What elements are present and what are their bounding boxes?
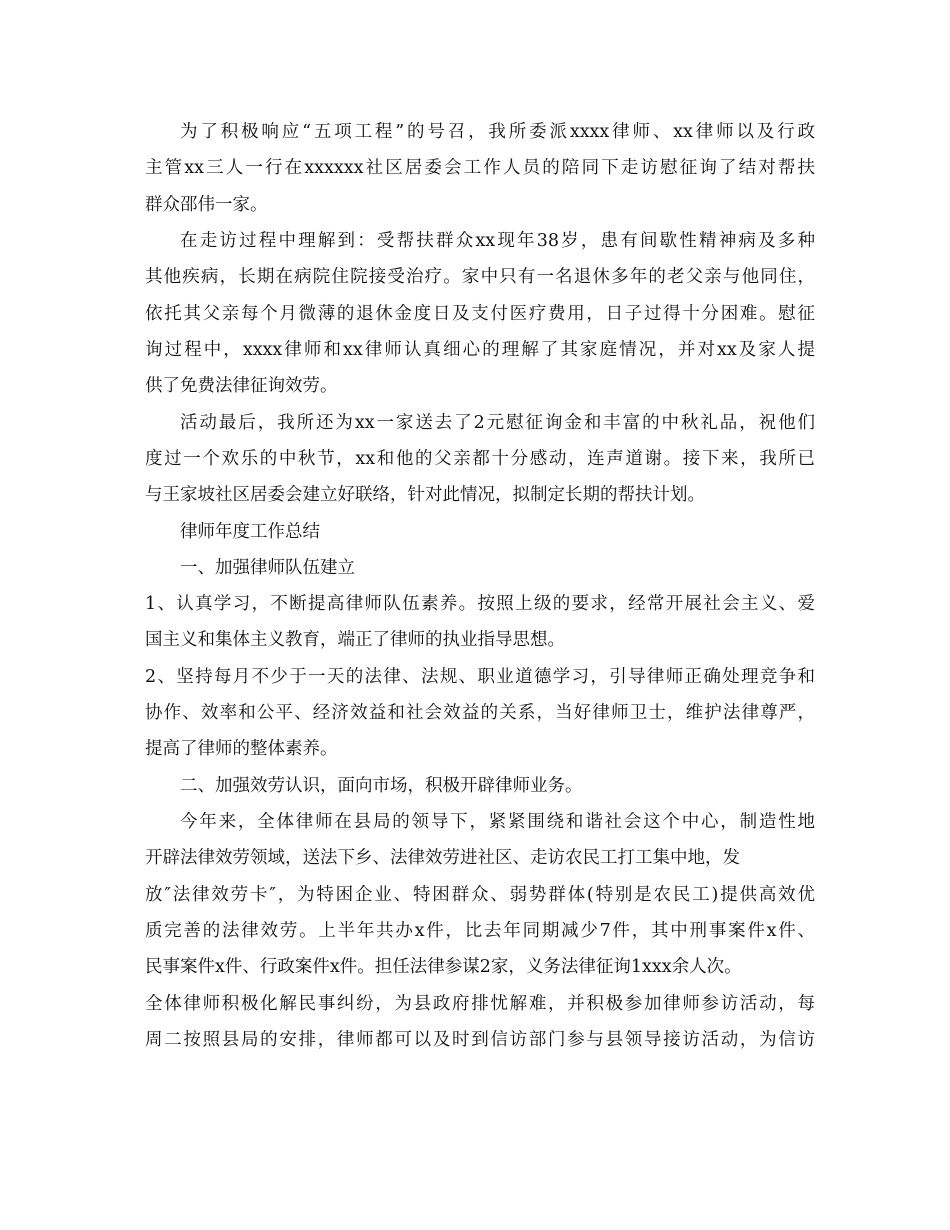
- paragraph-line: 质完善的法律效劳。上半年共办x件，比去年同期减少7件，其中刑事案件x件、: [145, 921, 815, 941]
- paragraph-line: 活动最后，我所还为xx一家送去了2元慰征询金和丰富的中秋礼品，祝他们: [180, 413, 815, 433]
- paragraph-line: 今年来，全体律师在县局的领导下，紧紧围绕和谐社会这个中心，制造性地: [180, 812, 815, 832]
- paragraph-line: 在走访过程中理解到：受帮扶群众xx现年38岁，患有间歇性精神病及多种: [180, 231, 815, 251]
- paragraph-line: 放″法律效劳卡″，为特困企业、特困群众、弱势群体(特别是农民工)提供高效优: [145, 885, 815, 905]
- section-heading: 律师年度工作总结: [180, 522, 320, 542]
- paragraph-line: 依托其父亲每个月微薄的退休金度日及支付医疗费用，日子过得十分困难。慰征: [145, 304, 815, 324]
- paragraph-line: 开辟法律效劳领域，送法下乡、法律效劳进社区、走访农民工打工集中地，发: [145, 848, 740, 868]
- section-heading: 一、加强律师队伍建立: [180, 558, 355, 578]
- section-heading: 二、加强效劳认识，面向市场，积极开辟律师业务。: [180, 776, 583, 796]
- paragraph-line: 周二按照县局的安排，律师都可以及时到信访部门参与县领导接访活动，为信访: [145, 1030, 815, 1050]
- paragraph-line: 主管xx三人一行在xxxxxx社区居委会工作人员的陪同下走访慰征询了结对帮扶: [145, 158, 815, 178]
- paragraph-line: 民事案件x件、行政案件x件。担任法律参谋2家，义务法律征询1xxx余人次。: [145, 957, 742, 977]
- paragraph-line: 供了免费法律征询效劳。: [145, 376, 338, 396]
- paragraph-line: 其他疾病，长期在病院住院接受治疗。家中只有一名退休多年的老父亲与他同住，: [145, 267, 815, 287]
- list-item-line: 提高了律师的整体素养。: [145, 739, 338, 759]
- list-item-line: 协作、效率和公平、经济效益和社会效益的关系，当好律师卫士，维护法律尊严，: [145, 703, 815, 723]
- list-item-line: 1、认真学习，不断提高律师队伍素养。按照上级的要求，经常开展社会主义、爱: [145, 594, 815, 614]
- paragraph-line: 全体律师积极化解民事纠纷，为县政府排忧解难，并积极参加律师参访活动，每: [145, 994, 815, 1014]
- list-item-line: 2、坚持每月不少于一天的法律、法规、职业道德学习，引导律师正确处理竞争和: [145, 667, 815, 687]
- paragraph-line: 询过程中，xxxx律师和xx律师认真细心的理解了其家庭情况，并对xx及家人提: [145, 340, 815, 360]
- list-item-line: 国主义和集体主义教育，端正了律师的执业指导思想。: [145, 630, 565, 650]
- paragraph-line: 群众邵伟一家。: [145, 195, 268, 215]
- paragraph-line: 度过一个欢乐的中秋节，xx和他的父亲都十分感动，连声道谢。接下来，我所已: [145, 449, 815, 469]
- paragraph-line: 为了积极响应“五项工程”的号召，我所委派xxxx律师、xx律师以及行政: [180, 122, 815, 142]
- paragraph-line: 与王家坡社区居委会建立好联络，针对此情况，拟制定长期的帮扶计划。: [145, 485, 705, 505]
